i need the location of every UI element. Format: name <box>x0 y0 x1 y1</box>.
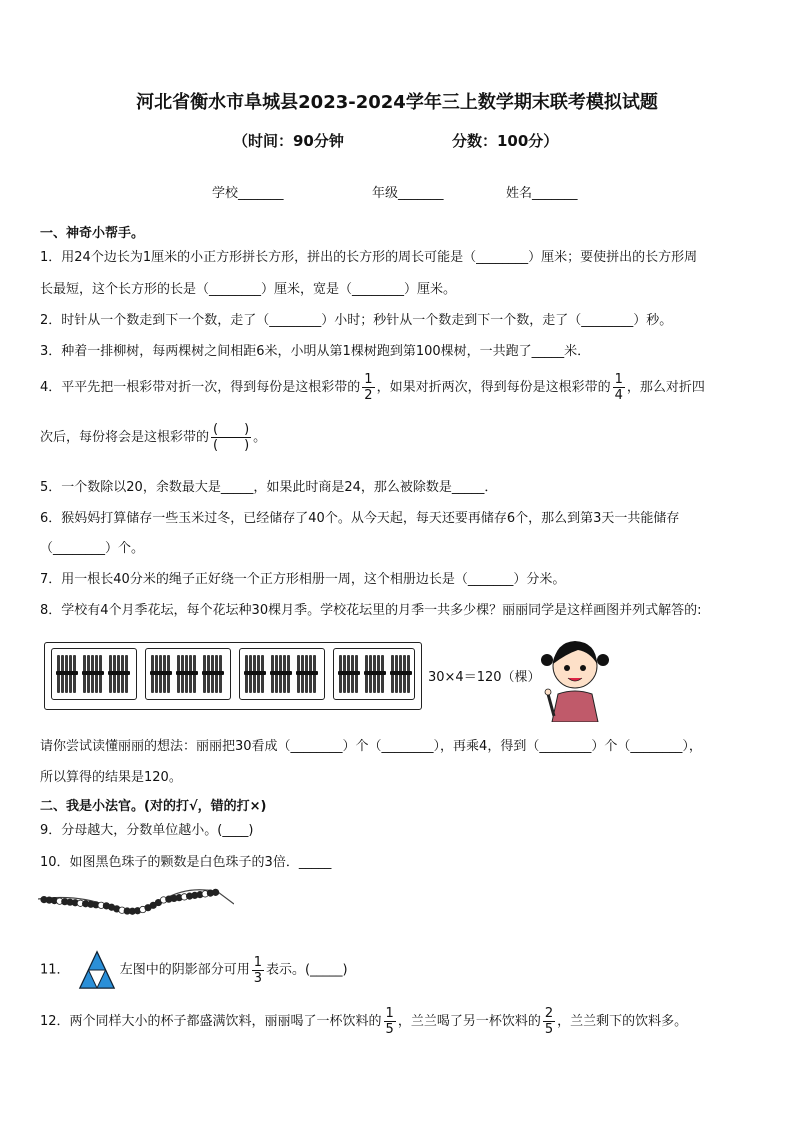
time-label: （时间：90分钟 <box>233 132 344 150</box>
stick-band <box>176 671 198 675</box>
q8-formula: 30×4＝120（棵） <box>428 670 541 685</box>
black-bead <box>212 889 218 895</box>
q4-text-e: 。 <box>253 430 267 445</box>
q12-text-a: 12．两个同样大小的杯子都盛满饮料，丽丽喝了一杯饮料的 <box>40 1014 382 1029</box>
stick-band <box>56 671 78 675</box>
q12 <box>40 1004 687 1040</box>
section-1-heading: 一、神奇小帮手。 <box>40 226 145 241</box>
bundle-group-1 <box>51 648 137 700</box>
grade-field: 年级_______ <box>372 186 444 201</box>
fraction-answer-blank[interactable]: $\frac{( )}{( )}$ <box>213 422 250 453</box>
q8-line2: 请你尝试读懂丽丽的想法：丽丽把30看成（________）个（________），再乘4，得到（________）个（________）， <box>40 739 702 754</box>
q1-line2: 长最短，这个长方形的长是（________）厘米，宽是（________）厘米。 <box>40 282 457 297</box>
stick-band <box>390 671 412 675</box>
bundle-group-3 <box>239 648 325 700</box>
q4-line2 <box>40 420 266 456</box>
q8-line1: 8．学校有4个月季花坛，每个花坛种30棵月季。学校花坛里的月季一共多少棵？丽丽同学是这样画图并列式解答的: <box>40 603 702 618</box>
q7: 7．用一根长40分米的绳子正好绕一个正方形相册一周，这个相册边长是（_______）分米。 <box>40 572 566 587</box>
score-label: 分数：100分） <box>452 132 559 150</box>
stick-band <box>270 671 292 675</box>
fraction-one-fifth: $\frac{1}{5}$ <box>385 1006 394 1037</box>
fraction-one-third: $\frac{1}{3}$ <box>253 954 262 986</box>
q2: 2．时针从一个数走到下一个数，走了（________）小时；秒针从一个数走到下一个数，走了（________）秒。 <box>40 313 673 328</box>
q4-line1 <box>40 370 705 406</box>
q4-text-c: ，那么对折四 <box>626 380 705 395</box>
bundle-group-4 <box>333 648 415 700</box>
section-2-heading: 二、我是小法官。(对的打√，错的打×) <box>40 799 267 814</box>
name-field: 姓名_______ <box>506 186 578 201</box>
q6-line2: （________）个。 <box>40 541 145 556</box>
school-field: 学校_______ <box>212 186 284 201</box>
bundles-illustration <box>44 642 422 710</box>
stick-band <box>82 671 104 675</box>
q12-text-b: ，兰兰喝了另一杯饮料的 <box>397 1014 541 1029</box>
q10: 10．如图黑色珠子的颗数是白色珠子的3倍．_____ <box>40 855 332 870</box>
q4-text-b: ，如果对折两次，得到每份是这根彩带的 <box>376 380 611 395</box>
q8-line3: 所以算得的结果是120。 <box>40 770 182 785</box>
page-title: 河北省衡水市阜城县2023-2024学年三上数学期末联考模拟试题 <box>136 92 658 113</box>
fraction-one-half: $\frac{1}{2}$ <box>364 372 373 403</box>
girl-illustration <box>538 632 612 722</box>
q12-text-c: ，兰兰剩下的饮料多。 <box>557 1014 688 1029</box>
q5: 5．一个数除以20，余数最大是_____，如果此时商是24，那么被除数是_____． <box>40 480 498 495</box>
q11 <box>40 950 348 990</box>
fraction-one-quarter: $\frac{1}{4}$ <box>614 372 623 403</box>
stick-band <box>364 671 386 675</box>
fraction-two-fifths: $\frac{2}{5}$ <box>544 1006 554 1037</box>
triangle-figure <box>78 950 116 990</box>
q4-text-a: 4．平平先把一根彩带对折一次，得到每份是这根彩带的 <box>40 380 361 395</box>
q3: 3．种着一排柳树，每两棵树之间相距6米，小明从第1棵树跑到第100棵树，一共跑了_____米． <box>40 344 591 359</box>
q11-text-b: 左图中的阴影部分可用 <box>119 962 250 978</box>
stick-band <box>338 671 360 675</box>
q11-text-c: 表示。(_____) <box>265 962 348 978</box>
bundle-group-2 <box>145 648 231 700</box>
beads-illustration <box>38 880 234 922</box>
stick-band <box>296 671 318 675</box>
stick-band <box>202 671 224 675</box>
q11-number: 11． <box>40 962 70 978</box>
stick-band <box>150 671 172 675</box>
q9: 9．分母越大，分数单位越小。(____) <box>40 823 254 838</box>
beads-group <box>41 889 219 914</box>
q1-line1: 1．用24个边长为1厘米的小正方形拼长方形，拼出的长方形的周长可能是（________）厘米；要使拼出的长方形周 <box>40 250 698 265</box>
stick-band <box>108 671 130 675</box>
q4-text-d: 次后，每份将会是这根彩带的 <box>40 430 210 445</box>
q6-line1: 6．猴妈妈打算储存一些玉米过冬，已经储存了40个。从今天起，每天还要再储存6个，那么到第3天一共能储存 <box>40 511 680 526</box>
stick-band <box>244 671 266 675</box>
